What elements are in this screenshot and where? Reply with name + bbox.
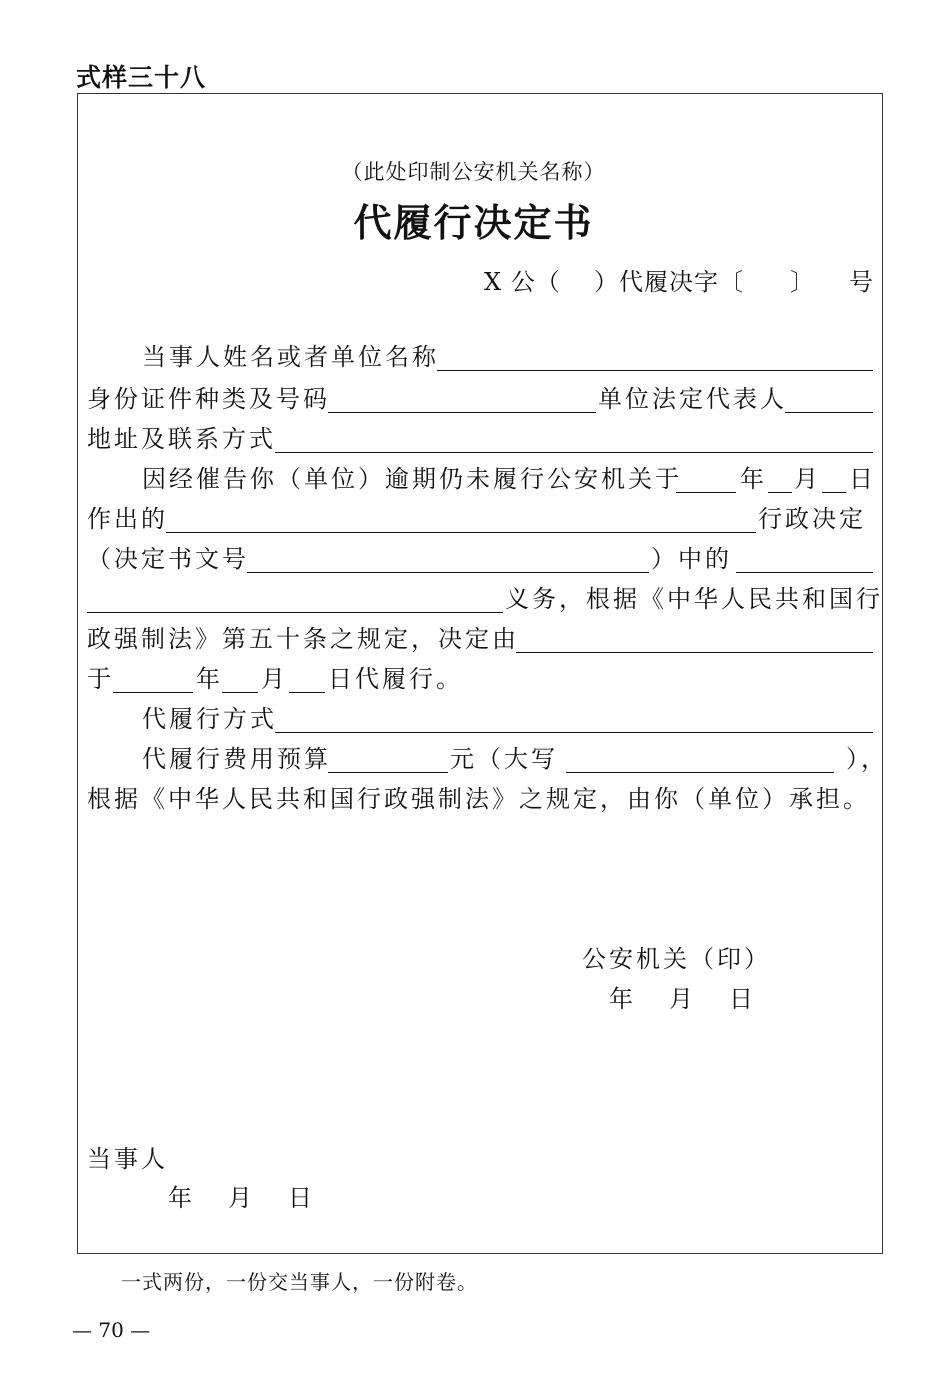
id-number-blank[interactable]	[328, 412, 596, 413]
budget-amount-blank[interactable]	[328, 772, 448, 773]
decision-content-blank[interactable]	[166, 532, 756, 533]
enforce-year-label: 年	[196, 665, 223, 693]
obligation-blank-2[interactable]	[87, 612, 503, 613]
legal-rep-blank[interactable]	[785, 412, 873, 413]
doc-number-mid: ）代履决字〔	[594, 268, 744, 296]
address-label: 地址及联系方式	[87, 425, 276, 453]
made-by-label: 作出的	[87, 505, 168, 533]
body-p1-start: 因经催告你（单位）逾期仍未履行公安机关于	[142, 465, 682, 493]
enforce-month-label: 月	[261, 665, 288, 693]
party-name-label: 当事人姓名或者单位名称	[142, 343, 439, 371]
party-signature-label: 当事人	[87, 1145, 168, 1173]
party-name-blank[interactable]	[437, 370, 873, 371]
executor-blank[interactable]	[516, 652, 873, 653]
doc-number-bracket-close: 〕	[790, 268, 814, 296]
obligation-blank-1[interactable]	[736, 572, 873, 573]
page-number: — 70 —	[72, 1318, 151, 1342]
doc-number-prefix: X 公（	[484, 268, 561, 296]
budget-label: 代履行费用预算	[142, 745, 331, 773]
month-label: 月	[794, 465, 821, 493]
at-label: 于	[87, 665, 114, 693]
doc-number-suffix: 号	[849, 268, 873, 296]
year-label: 年	[740, 465, 767, 493]
legal-rep-label: 单位法定代表人	[598, 385, 787, 413]
id-type-label: 身份证件种类及号码	[87, 385, 330, 413]
enforce-day-blank[interactable]	[289, 692, 325, 693]
bear-label: 根据《中华人民共和国行政强制法》之规定，由你（单位）承担。	[87, 785, 870, 813]
enforce-day-label: 日代履行。	[328, 665, 463, 693]
method-label: 代履行方式	[142, 705, 277, 733]
enforce-year-blank[interactable]	[113, 692, 193, 693]
document-title: 代履行决定书	[353, 200, 594, 245]
admin-decision-label: 行政决定	[758, 505, 866, 533]
party-signature-date: 年 月 日	[168, 1184, 318, 1212]
decision-month-blank[interactable]	[768, 492, 792, 493]
in-close-label: ）中的	[651, 545, 732, 573]
agency-name-note: （此处印制公安机关名称）	[341, 160, 606, 184]
enforce-month-blank[interactable]	[222, 692, 258, 693]
day-label: 日	[849, 465, 876, 493]
budget-close-label: ），	[846, 745, 888, 773]
decision-no-blank[interactable]	[247, 572, 649, 573]
law-clause-label: 政强制法》第五十条之规定，决定由	[87, 625, 519, 653]
decision-no-label: （决定书文号	[87, 545, 249, 573]
address-blank[interactable]	[275, 452, 873, 453]
agency-seal-label: 公安机关（印）	[582, 945, 771, 973]
footer-note: 一式两份，一份交当事人，一份附卷。	[121, 1270, 478, 1294]
decision-year-blank[interactable]	[676, 492, 736, 493]
form-label: 式样三十八	[76, 63, 207, 92]
yuan-label: 元（大写	[450, 745, 558, 773]
agency-date: 年 月 日	[609, 985, 759, 1013]
obligation-label: 义务，根据《中华人民共和国行	[505, 585, 883, 613]
method-blank[interactable]	[275, 732, 873, 733]
budget-capital-blank[interactable]	[566, 772, 834, 773]
decision-day-blank[interactable]	[822, 492, 846, 493]
